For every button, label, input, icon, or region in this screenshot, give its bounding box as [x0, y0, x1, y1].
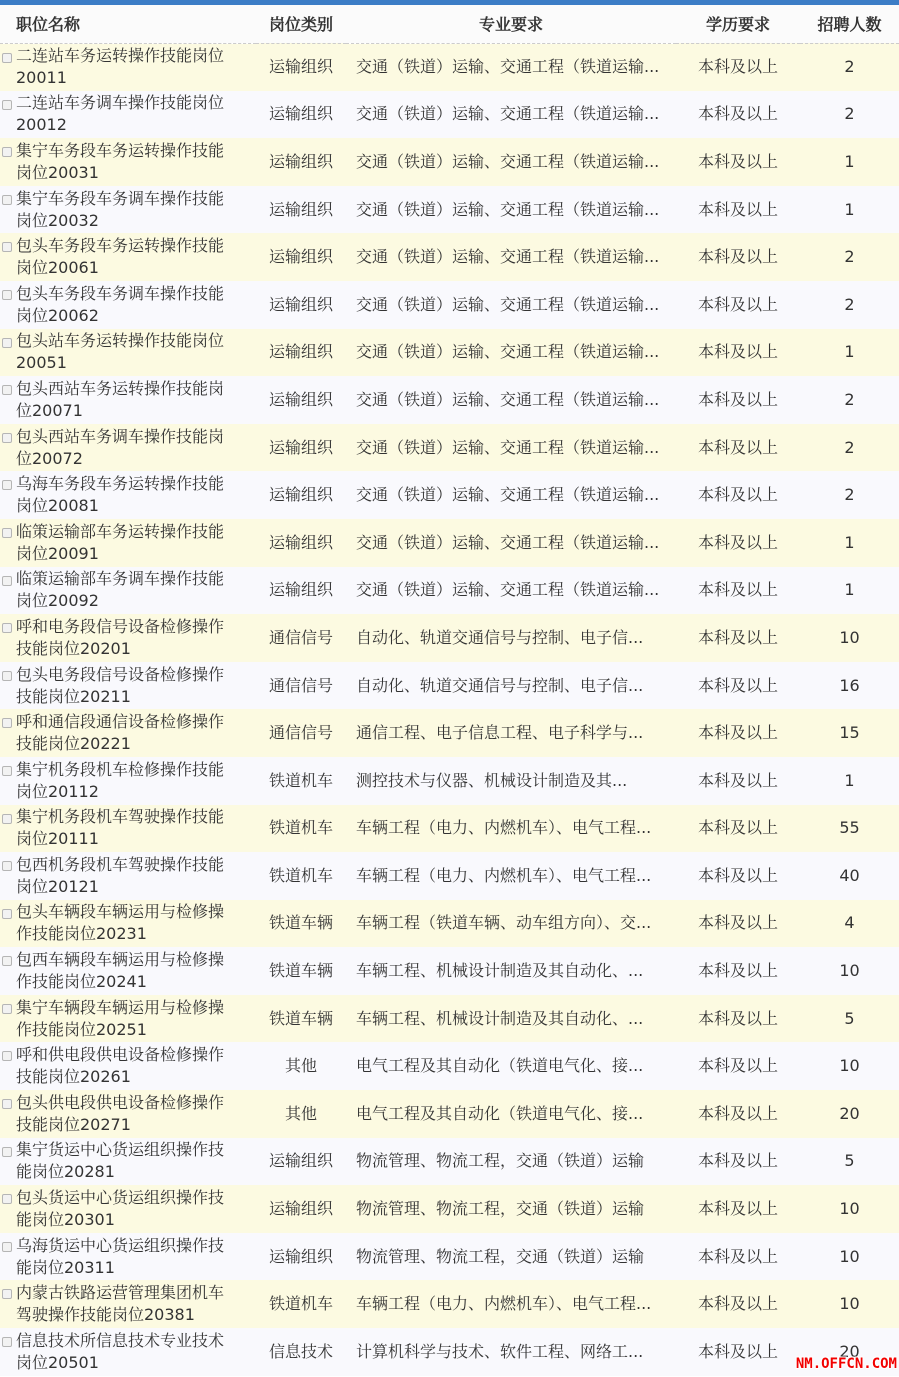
category-cell: 运输组织 [256, 281, 346, 329]
position-name: 集宁货运中心货运组织操作技能岗位20281 [16, 1140, 225, 1182]
position-name-cell [0, 1328, 256, 1376]
table-row [0, 1233, 899, 1281]
category-cell: 运输组织 [256, 329, 346, 377]
position-name-cell [0, 43, 256, 91]
position-name: 二连站车务运转操作技能岗位20011 [16, 46, 225, 88]
table-row [0, 1090, 899, 1138]
position-name-cell [0, 1138, 256, 1186]
header-education-requirement: 学历要求 [676, 5, 800, 43]
education-cell: 本科及以上 [676, 43, 800, 91]
position-name: 临策运输部车务运转操作技能岗位20091 [16, 521, 225, 563]
education-cell: 本科及以上 [676, 91, 800, 139]
major-cell: 测控技术与仪器、机械设计制造及其... [346, 757, 676, 805]
position-name: 包头车务段车务调车操作技能岗位20062 [16, 283, 225, 325]
position-name-cell [0, 709, 256, 757]
education-cell: 本科及以上 [676, 662, 800, 710]
major-cell: 交通（铁道）运输、交通工程（铁道运输... [346, 376, 676, 424]
headcount-cell: 1 [800, 567, 899, 615]
position-name-cell [0, 1280, 256, 1328]
position-name: 呼和供电段供电设备检修操作技能岗位20261 [16, 1045, 225, 1087]
education-cell: 本科及以上 [676, 709, 800, 757]
position-name-cell [0, 281, 256, 329]
row-checkbox[interactable] [2, 718, 12, 728]
position-name-cell [0, 947, 256, 995]
position-name-cell [0, 1042, 256, 1090]
major-cell: 车辆工程（电力、内燃机车）、电气工程... [346, 805, 676, 853]
position-name: 临策运输部车务调车操作技能岗位20092 [16, 569, 225, 611]
education-cell: 本科及以上 [676, 900, 800, 948]
table-row [0, 1185, 899, 1233]
education-cell: 本科及以上 [676, 1138, 800, 1186]
education-cell: 本科及以上 [676, 947, 800, 995]
position-name: 二连站车务调车操作技能岗位20012 [16, 93, 225, 135]
row-checkbox[interactable] [2, 576, 12, 586]
table-row [0, 186, 899, 234]
major-cell: 交通（铁道）运输、交通工程（铁道运输... [346, 43, 676, 91]
headcount-cell: 40 [800, 852, 899, 900]
position-name: 乌海车务段车务运转操作技能岗位20081 [16, 474, 225, 516]
category-cell: 运输组织 [256, 424, 346, 472]
table-row [0, 91, 899, 139]
position-name-cell [0, 471, 256, 519]
row-checkbox[interactable] [2, 100, 12, 110]
major-cell: 交通（铁道）运输、交通工程（铁道运输... [346, 233, 676, 281]
header-position-name: 职位名称 [0, 5, 256, 43]
headcount-cell: 2 [800, 91, 899, 139]
major-cell: 物流管理、物流工程，交通（铁道）运输 [346, 1185, 676, 1233]
headcount-cell: 20 [800, 1328, 899, 1376]
major-cell: 物流管理、物流工程，交通（铁道）运输 [346, 1233, 676, 1281]
education-cell: 本科及以上 [676, 852, 800, 900]
row-checkbox[interactable] [2, 623, 12, 633]
major-cell: 通信工程、电子信息工程、电子科学与... [346, 709, 676, 757]
education-cell: 本科及以上 [676, 519, 800, 567]
category-cell: 运输组织 [256, 376, 346, 424]
major-cell: 车辆工程、机械设计制造及其自动化、... [346, 995, 676, 1043]
row-checkbox[interactable] [2, 147, 12, 157]
education-cell: 本科及以上 [676, 471, 800, 519]
headcount-cell: 10 [800, 614, 899, 662]
education-cell: 本科及以上 [676, 1185, 800, 1233]
watermark: NM.OFFCN.COM [795, 1356, 897, 1372]
table-row [0, 567, 899, 615]
position-name: 内蒙古铁路运营管理集团机车驾驶操作技能岗位20381 [16, 1283, 225, 1325]
table-row [0, 233, 899, 281]
position-name-cell [0, 186, 256, 234]
headcount-cell: 1 [800, 757, 899, 805]
row-checkbox[interactable] [2, 1099, 12, 1109]
position-name: 包头西站车务调车操作技能岗位20072 [16, 426, 225, 468]
position-name-cell [0, 995, 256, 1043]
row-checkbox[interactable] [2, 671, 12, 681]
row-checkbox[interactable] [2, 480, 12, 490]
row-checkbox[interactable] [2, 195, 12, 205]
position-name: 集宁机务段机车驾驶操作技能岗位20111 [16, 807, 225, 849]
table-row [0, 614, 899, 662]
category-cell: 通信信号 [256, 709, 346, 757]
row-checkbox[interactable] [2, 861, 12, 871]
education-cell: 本科及以上 [676, 376, 800, 424]
position-name: 包头电务段信号设备检修操作技能岗位20211 [16, 664, 225, 706]
table-row [0, 1138, 899, 1186]
table-row [0, 852, 899, 900]
category-cell: 运输组织 [256, 233, 346, 281]
education-cell: 本科及以上 [676, 757, 800, 805]
position-name-cell [0, 376, 256, 424]
headcount-cell: 5 [800, 1138, 899, 1186]
row-checkbox[interactable] [2, 338, 12, 348]
category-cell: 其他 [256, 1090, 346, 1138]
position-name: 集宁车辆段车辆运用与检修操作技能岗位20251 [16, 997, 225, 1039]
position-name: 包头站车务运转操作技能岗位20051 [16, 331, 225, 373]
education-cell: 本科及以上 [676, 1233, 800, 1281]
headcount-cell: 2 [800, 376, 899, 424]
category-cell: 铁道机车 [256, 852, 346, 900]
table-row [0, 1042, 899, 1090]
category-cell: 运输组织 [256, 91, 346, 139]
major-cell: 交通（铁道）运输、交通工程（铁道运输... [346, 567, 676, 615]
category-cell: 通信信号 [256, 662, 346, 710]
major-cell: 交通（铁道）运输、交通工程（铁道运输... [346, 519, 676, 567]
position-name: 乌海货运中心货运组织操作技能岗位20311 [16, 1235, 225, 1277]
position-name-cell [0, 852, 256, 900]
position-name-cell [0, 757, 256, 805]
table-row [0, 424, 899, 472]
education-cell: 本科及以上 [676, 1280, 800, 1328]
position-name: 呼和通信段通信设备检修操作技能岗位20221 [16, 712, 225, 754]
category-cell: 铁道车辆 [256, 947, 346, 995]
row-checkbox[interactable] [2, 1337, 12, 1347]
headcount-cell: 55 [800, 805, 899, 853]
row-checkbox[interactable] [2, 956, 12, 966]
position-name: 包头货运中心货运组织操作技能岗位20301 [16, 1188, 225, 1230]
header-major-requirement: 专业要求 [346, 5, 676, 43]
table-row [0, 947, 899, 995]
table-row [0, 805, 899, 853]
major-cell: 自动化、轨道交通信号与控制、电子信... [346, 614, 676, 662]
row-checkbox[interactable] [2, 242, 12, 252]
category-cell: 运输组织 [256, 43, 346, 91]
row-checkbox[interactable] [2, 909, 12, 919]
headcount-cell: 2 [800, 281, 899, 329]
table-row [0, 709, 899, 757]
category-cell: 运输组织 [256, 1138, 346, 1186]
position-name-cell [0, 1185, 256, 1233]
position-name-cell [0, 900, 256, 948]
headcount-cell: 1 [800, 138, 899, 186]
position-name: 包头供电段供电设备检修操作技能岗位20271 [16, 1092, 225, 1134]
major-cell: 交通（铁道）运输、交通工程（铁道运输... [346, 471, 676, 519]
major-cell: 车辆工程（电力、内燃机车）、电气工程... [346, 1280, 676, 1328]
category-cell: 铁道机车 [256, 805, 346, 853]
position-name-cell [0, 805, 256, 853]
major-cell: 车辆工程、机械设计制造及其自动化、... [346, 947, 676, 995]
education-cell: 本科及以上 [676, 567, 800, 615]
position-name-cell [0, 424, 256, 472]
headcount-cell: 2 [800, 424, 899, 472]
row-checkbox[interactable] [2, 1194, 12, 1204]
position-name: 包头车辆段车辆运用与检修操作技能岗位20231 [16, 902, 225, 944]
headcount-cell: 10 [800, 1185, 899, 1233]
category-cell: 信息技术 [256, 1328, 346, 1376]
position-name: 包西车辆段车辆运用与检修操作技能岗位20241 [16, 950, 225, 992]
major-cell: 电气工程及其自动化（铁道电气化、接... [346, 1090, 676, 1138]
category-cell: 铁道机车 [256, 1280, 346, 1328]
header-headcount: 招聘人数 [800, 5, 899, 43]
position-name: 包头西站车务运转操作技能岗位20071 [16, 378, 225, 420]
headcount-cell: 10 [800, 1042, 899, 1090]
position-name: 信息技术所信息技术专业技术岗位20501 [16, 1330, 225, 1372]
table-row [0, 138, 899, 186]
position-name: 集宁机务段机车检修操作技能岗位20112 [16, 759, 225, 801]
major-cell: 交通（铁道）运输、交通工程（铁道运输... [346, 186, 676, 234]
category-cell: 其他 [256, 1042, 346, 1090]
position-name-cell [0, 91, 256, 139]
row-checkbox[interactable] [2, 290, 12, 300]
position-name: 呼和电务段信号设备检修操作技能岗位20201 [16, 616, 225, 658]
headcount-cell: 4 [800, 900, 899, 948]
headcount-cell: 2 [800, 43, 899, 91]
row-checkbox[interactable] [2, 53, 12, 63]
table-row [0, 281, 899, 329]
category-cell: 运输组织 [256, 138, 346, 186]
major-cell: 交通（铁道）运输、交通工程（铁道运输... [346, 424, 676, 472]
table-row [0, 757, 899, 805]
major-cell: 车辆工程（铁道车辆、动车组方向）、交... [346, 900, 676, 948]
position-name: 集宁车务段车务调车操作技能岗位20032 [16, 188, 225, 230]
headcount-cell: 5 [800, 995, 899, 1043]
table-row [0, 1328, 899, 1376]
education-cell: 本科及以上 [676, 1042, 800, 1090]
category-cell: 铁道车辆 [256, 900, 346, 948]
education-cell: 本科及以上 [676, 329, 800, 377]
position-name: 包西机务段机车驾驶操作技能岗位20121 [16, 854, 225, 896]
major-cell: 车辆工程（电力、内燃机车）、电气工程... [346, 852, 676, 900]
category-cell: 运输组织 [256, 471, 346, 519]
row-checkbox[interactable] [2, 385, 12, 395]
headcount-cell: 1 [800, 329, 899, 377]
position-name-cell [0, 233, 256, 281]
table-row [0, 662, 899, 710]
table-row [0, 376, 899, 424]
education-cell: 本科及以上 [676, 1328, 800, 1376]
position-name: 包头车务段车务运转操作技能岗位20061 [16, 236, 225, 278]
category-cell: 通信信号 [256, 614, 346, 662]
row-checkbox[interactable] [2, 1242, 12, 1252]
major-cell: 交通（铁道）运输、交通工程（铁道运输... [346, 138, 676, 186]
row-checkbox[interactable] [2, 1004, 12, 1014]
table-row [0, 519, 899, 567]
major-cell: 电气工程及其自动化（铁道电气化、接... [346, 1042, 676, 1090]
position-name: 集宁车务段车务运转操作技能岗位20031 [16, 140, 225, 182]
position-name-cell [0, 567, 256, 615]
header-category: 岗位类别 [256, 5, 346, 43]
position-name-cell [0, 138, 256, 186]
education-cell: 本科及以上 [676, 995, 800, 1043]
major-cell: 交通（铁道）运输、交通工程（铁道运输... [346, 281, 676, 329]
major-cell: 自动化、轨道交通信号与控制、电子信... [346, 662, 676, 710]
row-checkbox[interactable] [2, 1289, 12, 1299]
headcount-cell: 2 [800, 233, 899, 281]
education-cell: 本科及以上 [676, 186, 800, 234]
headcount-cell: 15 [800, 709, 899, 757]
category-cell: 铁道机车 [256, 757, 346, 805]
education-cell: 本科及以上 [676, 424, 800, 472]
major-cell: 计算机科学与技术、软件工程、网络工... [346, 1328, 676, 1376]
category-cell: 运输组织 [256, 519, 346, 567]
category-cell: 运输组织 [256, 1233, 346, 1281]
headcount-cell: 20 [800, 1090, 899, 1138]
major-cell: 交通（铁道）运输、交通工程（铁道运输... [346, 329, 676, 377]
row-checkbox[interactable] [2, 766, 12, 776]
position-name-cell [0, 329, 256, 377]
table-row [0, 900, 899, 948]
table-row [0, 995, 899, 1043]
headcount-cell: 10 [800, 1280, 899, 1328]
table-row [0, 43, 899, 91]
headcount-cell: 16 [800, 662, 899, 710]
education-cell: 本科及以上 [676, 138, 800, 186]
row-checkbox[interactable] [2, 433, 12, 443]
position-name-cell [0, 1233, 256, 1281]
row-checkbox[interactable] [2, 1051, 12, 1061]
position-name-cell [0, 614, 256, 662]
category-cell: 运输组织 [256, 567, 346, 615]
headcount-cell: 1 [800, 519, 899, 567]
education-cell: 本科及以上 [676, 1090, 800, 1138]
headcount-cell: 1 [800, 186, 899, 234]
row-checkbox[interactable] [2, 528, 12, 538]
headcount-cell: 10 [800, 1233, 899, 1281]
major-cell: 物流管理、物流工程，交通（铁道）运输 [346, 1138, 676, 1186]
row-checkbox[interactable] [2, 1147, 12, 1157]
headcount-cell: 2 [800, 471, 899, 519]
education-cell: 本科及以上 [676, 233, 800, 281]
row-checkbox[interactable] [2, 814, 12, 824]
category-cell: 运输组织 [256, 1185, 346, 1233]
job-positions-table [0, 5, 899, 1376]
table-row [0, 471, 899, 519]
education-cell: 本科及以上 [676, 614, 800, 662]
position-name-cell [0, 519, 256, 567]
major-cell: 交通（铁道）运输、交通工程（铁道运输... [346, 91, 676, 139]
education-cell: 本科及以上 [676, 281, 800, 329]
headcount-cell: 10 [800, 947, 899, 995]
table-row [0, 329, 899, 377]
education-cell: 本科及以上 [676, 805, 800, 853]
table-header-row [0, 5, 899, 43]
table-row [0, 1280, 899, 1328]
position-name-cell [0, 662, 256, 710]
category-cell: 运输组织 [256, 186, 346, 234]
category-cell: 铁道车辆 [256, 995, 346, 1043]
position-name-cell [0, 1090, 256, 1138]
